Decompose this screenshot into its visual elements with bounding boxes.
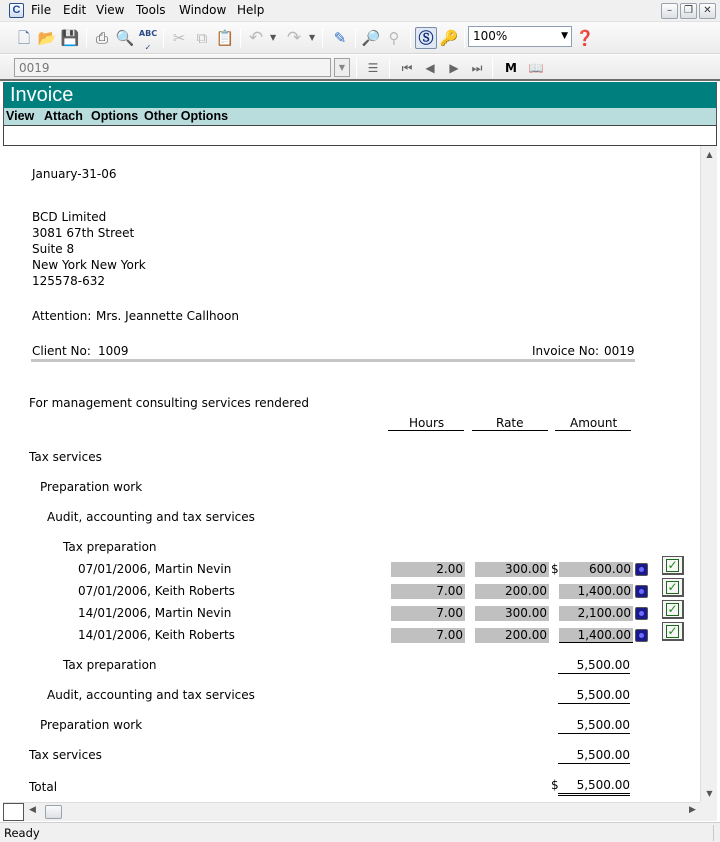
new-document-icon[interactable]: 🗋 bbox=[17, 29, 31, 47]
hours-cell[interactable]: 7.00 bbox=[391, 606, 465, 621]
menu-edit[interactable]: Edit bbox=[63, 3, 87, 17]
menu-bar bbox=[0, 0, 720, 22]
toolbar-separator bbox=[322, 28, 323, 48]
redo-icon[interactable]: ↷ bbox=[286, 28, 302, 48]
toolbar-separator bbox=[240, 28, 241, 48]
subtotal-label: Tax services bbox=[29, 748, 102, 762]
subtotal-label: Audit, accounting and tax services bbox=[47, 688, 255, 702]
undo-icon[interactable]: ↶ bbox=[248, 28, 264, 48]
scroll-corner bbox=[700, 802, 717, 821]
page-title: Invoice bbox=[10, 84, 74, 106]
group-label: Preparation work bbox=[40, 480, 143, 494]
invoice-date: January-31-06 bbox=[32, 167, 117, 181]
amount-cell[interactable]: 600.00 bbox=[559, 562, 633, 577]
total-amount: 5,500.00 bbox=[558, 778, 630, 796]
address-line: Suite 8 bbox=[32, 242, 75, 256]
menu-help[interactable]: Help bbox=[237, 3, 265, 17]
app-icon[interactable]: C bbox=[9, 3, 24, 18]
list-options-icon[interactable]: ☰ bbox=[367, 61, 379, 75]
next-record-icon[interactable]: ▶ bbox=[449, 61, 459, 75]
check-icon[interactable]: ✓ bbox=[662, 622, 684, 641]
scroll-thumb[interactable] bbox=[45, 805, 62, 819]
entry-label: 07/01/2006, Martin Nevin bbox=[78, 562, 232, 576]
menu-window[interactable]: Window bbox=[179, 3, 227, 17]
column-header-rate: Rate bbox=[496, 416, 524, 430]
previous-record-icon[interactable]: ◀ bbox=[425, 61, 435, 75]
invoice-number: 0019 bbox=[604, 344, 635, 358]
book-icon[interactable]: 📖 bbox=[528, 61, 544, 75]
total-label: Total bbox=[29, 780, 58, 794]
key-icon[interactable]: 🔑 bbox=[439, 29, 459, 47]
save-icon[interactable]: 💾 bbox=[60, 29, 80, 47]
invoice-submenu bbox=[3, 108, 717, 125]
minimize-button[interactable]: – bbox=[661, 3, 678, 19]
check-icon[interactable]: ✓ bbox=[662, 556, 684, 575]
scroll-right-icon[interactable]: ▶ bbox=[689, 805, 696, 815]
scroll-down-icon[interactable]: ▼ bbox=[706, 789, 713, 798]
toolbar bbox=[0, 22, 720, 54]
group-label: Audit, accounting and tax services bbox=[47, 510, 255, 524]
subtotal-amount: 5,500.00 bbox=[558, 688, 630, 704]
invoice-title-bar bbox=[3, 82, 717, 108]
currency-symbol: $ bbox=[551, 562, 559, 576]
invoice-document bbox=[3, 146, 700, 802]
subtotal-amount: 5,500.00 bbox=[558, 718, 630, 734]
attention-label: Attention: bbox=[32, 309, 92, 323]
menu-file[interactable]: File bbox=[31, 3, 52, 17]
chevron-down-icon[interactable]: ▼ bbox=[561, 31, 568, 41]
check-icon[interactable]: ✓ bbox=[662, 578, 684, 597]
record-nav-bar bbox=[0, 55, 720, 81]
submenu-attach[interactable]: Attach bbox=[44, 109, 83, 123]
find-icon[interactable]: 🔎 bbox=[361, 29, 381, 47]
toolbar-separator bbox=[163, 28, 164, 48]
spellcheck-label: ABC bbox=[138, 29, 158, 38]
address-line: BCD Limited bbox=[32, 210, 107, 224]
services-line: For management consulting services rendered bbox=[29, 396, 309, 410]
status-text: Ready bbox=[4, 826, 40, 840]
undo-dropdown-icon[interactable]: ▼ bbox=[270, 33, 277, 42]
entry-label: 14/01/2006, Martin Nevin bbox=[78, 606, 232, 620]
copy-icon[interactable]: ⧉ bbox=[196, 29, 208, 47]
status-bar bbox=[0, 822, 720, 842]
entry-indicator-icon[interactable] bbox=[635, 585, 648, 598]
client-label: Client No: bbox=[32, 344, 91, 358]
entry-indicator-icon[interactable] bbox=[635, 563, 648, 576]
command-field[interactable] bbox=[3, 125, 717, 146]
entry-label: 14/01/2006, Keith Roberts bbox=[78, 628, 235, 642]
subtotal-amount: 5,500.00 bbox=[558, 748, 630, 764]
rate-cell[interactable]: 200.00 bbox=[475, 628, 549, 643]
invoice-no-label: Invoice No: bbox=[532, 344, 600, 358]
status-divider bbox=[713, 825, 714, 841]
toolbar-separator bbox=[356, 58, 357, 78]
subtotal-label: Preparation work bbox=[40, 718, 143, 732]
attention-name: Mrs. Jeannette Callhoon bbox=[96, 309, 239, 323]
restore-button[interactable]: ❐ bbox=[680, 3, 697, 19]
entry-indicator-icon[interactable] bbox=[635, 607, 648, 620]
horizontal-scrollbar[interactable] bbox=[3, 802, 700, 821]
entry-indicator-icon[interactable] bbox=[635, 629, 648, 642]
group-label: Tax preparation bbox=[63, 540, 157, 554]
scroll-left-icon[interactable]: ◀ bbox=[29, 805, 36, 815]
spellcheck-icon[interactable]: ABC ✓ bbox=[138, 29, 158, 52]
toolbar-separator bbox=[355, 28, 356, 48]
toolbar-separator bbox=[389, 58, 390, 78]
vertical-scrollbar[interactable] bbox=[700, 146, 717, 802]
toolbar-separator bbox=[410, 28, 411, 48]
address-line: 125578-632 bbox=[32, 274, 106, 288]
zoom-value: 100% bbox=[473, 29, 508, 43]
open-folder-icon[interactable]: 📂 bbox=[37, 29, 57, 47]
rate-cell[interactable]: 300.00 bbox=[475, 606, 549, 621]
scroll-up-icon[interactable]: ▲ bbox=[706, 150, 713, 159]
hours-cell[interactable]: 7.00 bbox=[391, 628, 465, 643]
submenu-options[interactable]: Options bbox=[91, 109, 139, 123]
cut-icon[interactable]: ✂ bbox=[172, 29, 186, 47]
toolbar-separator bbox=[492, 58, 493, 78]
toolbar-separator bbox=[464, 28, 465, 48]
replace-icon[interactable]: ⚲ bbox=[388, 29, 400, 47]
redo-dropdown-icon[interactable]: ▼ bbox=[309, 33, 316, 42]
rate-cell[interactable]: 200.00 bbox=[475, 584, 549, 599]
zoom-select[interactable] bbox=[468, 26, 572, 47]
submenu-view[interactable]: View bbox=[6, 109, 35, 123]
last-record-icon[interactable]: ⏭ bbox=[471, 61, 483, 75]
paste-icon[interactable]: 📋 bbox=[215, 29, 235, 47]
column-header-amount: Amount bbox=[570, 416, 618, 430]
client-number: 1009 bbox=[98, 344, 129, 358]
pen-icon[interactable]: ✎ bbox=[333, 29, 347, 47]
subtotal-amount: 5,500.00 bbox=[558, 658, 630, 674]
amount-cell[interactable]: 1,400.00 bbox=[559, 628, 633, 643]
check-icon[interactable]: ✓ bbox=[662, 600, 684, 619]
first-record-icon[interactable]: ⏮ bbox=[401, 61, 413, 75]
column-header-hours: Hours bbox=[409, 416, 445, 430]
group-label: Tax services bbox=[29, 450, 102, 464]
header-divider bbox=[31, 359, 635, 362]
record-field[interactable] bbox=[14, 58, 331, 77]
print-preview-icon[interactable]: 🔍 bbox=[115, 29, 135, 47]
amount-cell[interactable]: 2,100.00 bbox=[559, 606, 633, 621]
rate-cell[interactable]: 300.00 bbox=[475, 562, 549, 577]
menu-tools[interactable]: Tools bbox=[136, 3, 166, 17]
menu-view[interactable]: View bbox=[96, 3, 125, 17]
address-line: 3081 67th Street bbox=[32, 226, 135, 240]
memo-button[interactable]: M bbox=[505, 61, 517, 75]
close-button[interactable]: ✕ bbox=[699, 3, 716, 19]
amount-cell[interactable]: 1,400.00 bbox=[559, 584, 633, 599]
entry-label: 07/01/2006, Keith Roberts bbox=[78, 584, 235, 598]
record-dropdown-icon[interactable]: ▼ bbox=[334, 58, 350, 77]
help-icon[interactable]: ❓ bbox=[575, 29, 595, 47]
address-line: New York New York bbox=[32, 258, 146, 272]
hours-cell[interactable]: 7.00 bbox=[391, 584, 465, 599]
hours-cell[interactable]: 2.00 bbox=[391, 562, 465, 577]
spy-icon[interactable]: Ⓢ bbox=[415, 27, 437, 49]
print-icon[interactable]: ⎙ bbox=[95, 29, 108, 47]
currency-symbol: $ bbox=[551, 778, 559, 792]
scroll-corner-box bbox=[3, 803, 24, 821]
submenu-other-options[interactable]: Other Options bbox=[144, 109, 229, 123]
record-value: 0019 bbox=[19, 61, 50, 75]
subtotal-label: Tax preparation bbox=[63, 658, 157, 672]
toolbar-separator bbox=[86, 28, 87, 48]
